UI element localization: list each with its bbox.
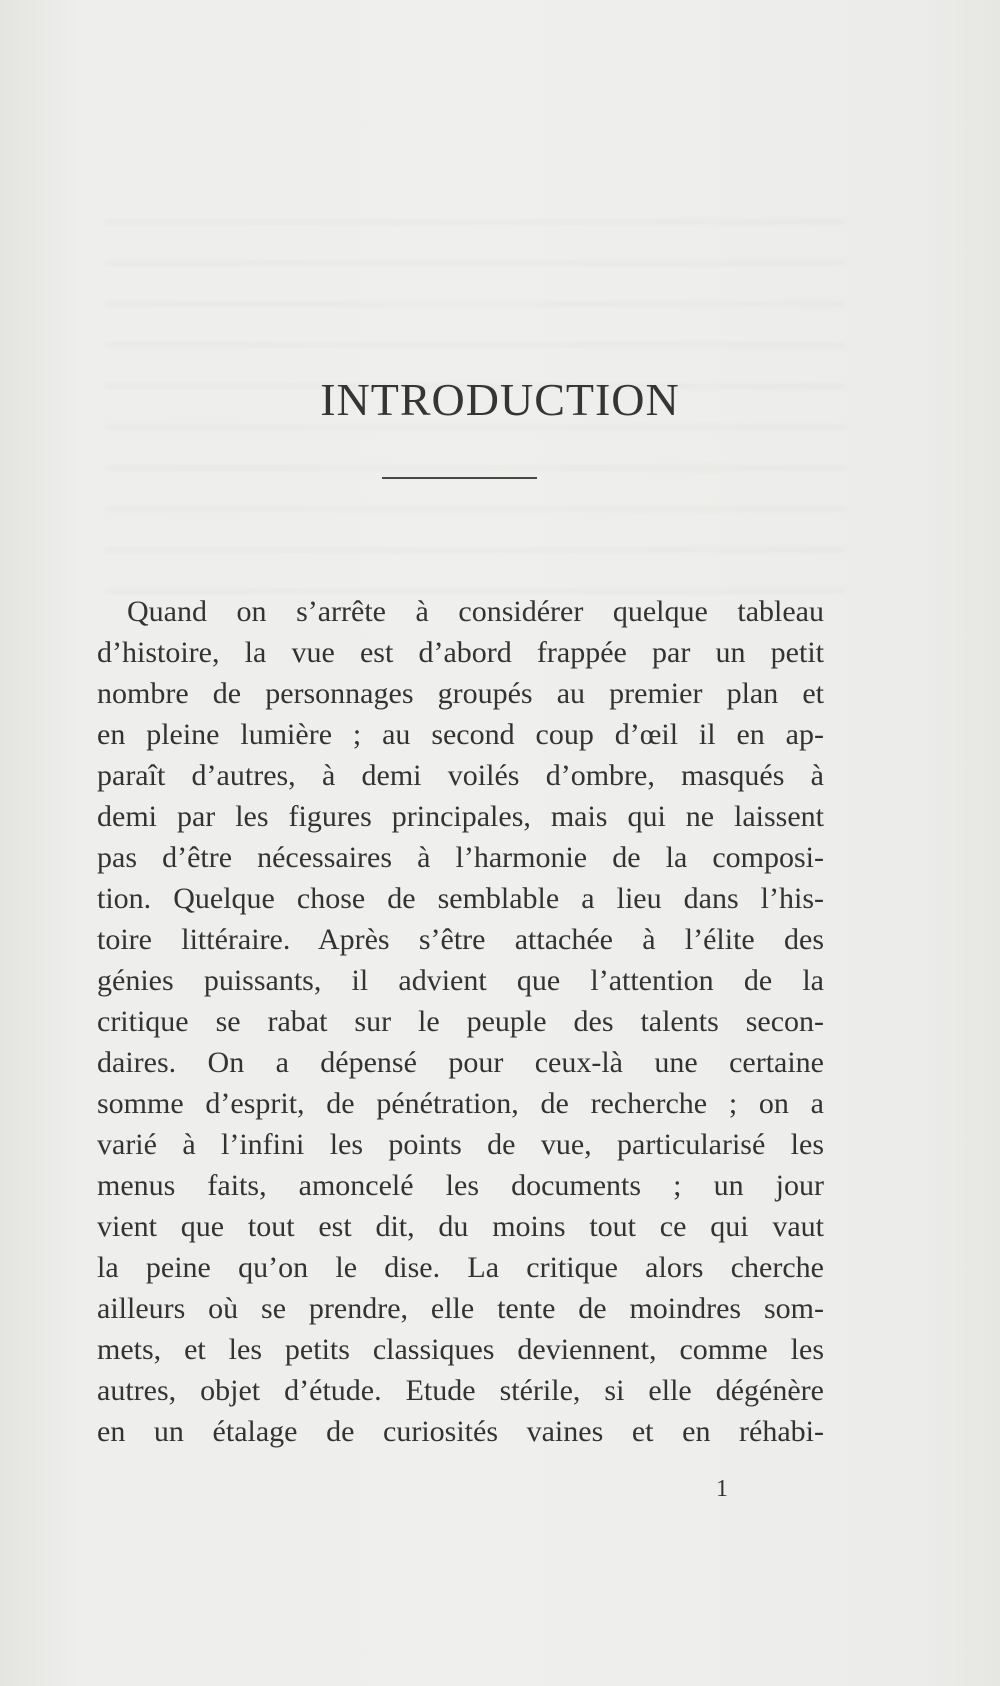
text-line: somme d’esprit, de pénétration, de recherche ; on a <box>97 1087 824 1120</box>
text-line: autres, objet d’étude. Etude stérile, si elle dégénère <box>97 1374 824 1407</box>
text-line: en un étalage de curiosités vaines et en réhabi- <box>97 1415 824 1448</box>
text-line: pas d’être nécessaires à l’harmonie de la composi- <box>97 841 824 874</box>
text-line: vient que tout est dit, du moins tout ce qui vaut <box>97 1210 824 1243</box>
text-line: toire littéraire. Après s’être attachée à l’élite des <box>97 923 824 956</box>
text-line: Quand on s’arrête à considérer quelque tableau <box>127 595 824 628</box>
text-line: critique se rabat sur le peuple des talents secon- <box>97 1005 824 1038</box>
text-line: demi par les figures principales, mais qui ne laissent <box>97 800 824 833</box>
text-line: paraît d’autres, à demi voilés d’ombre, masqués à <box>97 759 824 792</box>
text-line: en pleine lumière ; au second coup d’œil il en ap- <box>97 718 824 751</box>
text-line: varié à l’infini les points de vue, particularisé les <box>97 1128 824 1161</box>
chapter-title: INTRODUCTION <box>320 373 680 425</box>
title-divider <box>382 477 537 479</box>
text-line: tion. Quelque chose de semblable a lieu dans l’his- <box>97 882 824 915</box>
page-number: 1 <box>716 1476 728 1502</box>
text-line: mets, et les petits classiques deviennent, comme les <box>97 1333 824 1366</box>
text-line: ailleurs où se prendre, elle tente de moindres som- <box>97 1292 824 1325</box>
text-line: génies puissants, il advient que l’attention de la <box>97 964 824 997</box>
body-paragraph <box>97 591 824 1452</box>
text-line: d’histoire, la vue est d’abord frappée par un petit <box>97 636 824 669</box>
text-line: nombre de personnages groupés au premier plan et <box>97 677 824 710</box>
text-line: la peine qu’on le dise. La critique alors cherche <box>97 1251 824 1284</box>
text-line: daires. On a dépensé pour ceux-là une certaine <box>97 1046 824 1079</box>
text-line: menus faits, amoncelé les documents ; un jour <box>97 1169 824 1202</box>
